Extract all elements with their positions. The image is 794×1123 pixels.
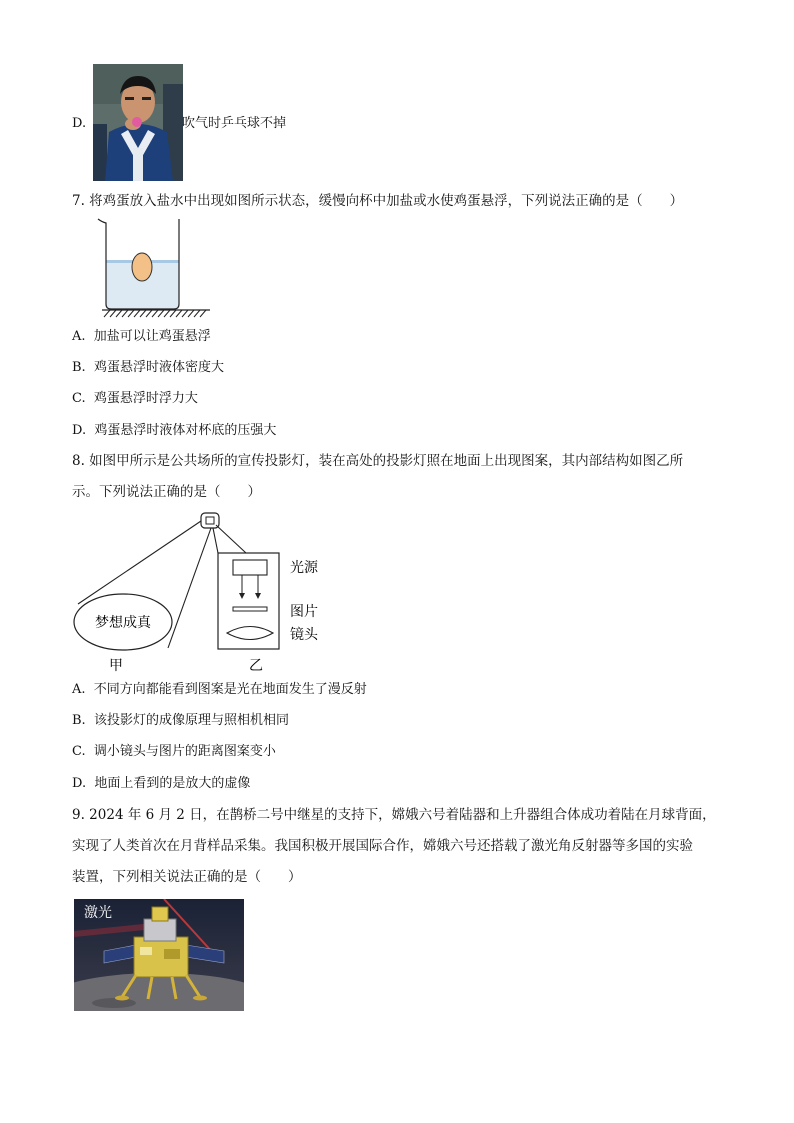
q8-option-b-text: 该投影灯的成像原理与照相机相同 [93, 713, 289, 728]
q7-option-b-text: 鸡蛋悬浮时液体密度大 [93, 360, 224, 375]
q8-option-a-text: 不同方向都能看到图案是光在地面发生了漫反射 [93, 682, 367, 697]
light-source-rect [233, 560, 267, 575]
q8-option-d [72, 774, 250, 794]
label-jia: 甲 [109, 658, 123, 674]
q9-stem-line3: 装置，下列相关说法正确的是（ ） [72, 869, 302, 885]
label-yi: 乙 [249, 658, 263, 674]
q8-option-c-letter: C. [72, 744, 86, 759]
q8-option-c [72, 742, 276, 762]
label-light-source: 光源 [290, 560, 318, 576]
q9-stem-line2: 实现了人类首次在月背样品采集。我国积极开展国际合作，嫦娥六号还搭载了激光角反射器等多国的实验 [72, 838, 693, 854]
q7-stem: 7. 将鸡蛋放入盐水中出现如图所示状态，缓慢向杯中加盐或水使鸡蛋悬浮，下列说法正确的是（ ） [72, 193, 684, 209]
q7-option-d-letter: D. [72, 423, 87, 438]
q8-option-b [72, 711, 289, 731]
projector-figure [70, 508, 340, 676]
q7-option-c-letter: C. [72, 391, 86, 406]
laser-label: 激光 [84, 905, 112, 921]
q7-option-b [72, 358, 224, 378]
q7-option-a-text: 加盐可以让鸡蛋悬浮 [93, 329, 211, 344]
beaker-egg-figure [96, 216, 216, 322]
q8-option-c-text: 调小镜头与图片的距离图案变小 [93, 744, 276, 759]
q7-option-c [72, 389, 198, 409]
q8-option-d-letter: D. [72, 776, 87, 791]
q8-option-d-text: 地面上看到的是放大的虚像 [94, 776, 251, 791]
q8-option-b-letter: B. [72, 713, 86, 728]
pattern-text: 梦想成真 [95, 615, 151, 631]
q7-option-a-letter: A. [72, 329, 86, 344]
label-lens: 镜头 [290, 627, 318, 643]
q7-option-c-text: 鸡蛋悬浮时浮力大 [93, 391, 198, 406]
q8-option-a [72, 680, 367, 700]
change6-lander-image [74, 899, 244, 1011]
q8-stem-line1: 8. 如图甲所示是公共场所的宣传投影灯，装在高处的投影灯照在地面上出现图案，其内部结构如图乙所 [72, 453, 684, 469]
picture-slide-rect [233, 607, 267, 611]
q8-option-a-letter: A. [72, 682, 86, 697]
q6-option-d-letter: D. [72, 116, 87, 131]
label-picture: 图片 [290, 604, 318, 620]
q7-option-d [72, 421, 276, 441]
q6-option-d-text: 吹气时乒乓球不掉 [182, 116, 287, 131]
q7-option-a [72, 327, 211, 347]
q8-stem-line2: 示。下列说法正确的是（ ） [72, 484, 261, 500]
lander-illustration [74, 899, 244, 1011]
q7-option-d-text: 鸡蛋悬浮时液体对杯底的压强大 [94, 423, 277, 438]
student-blowing-photo [93, 64, 183, 181]
q9-stem-line1: 9. 2024 年 6 月 2 日，在鹊桥二号中继星的支持下，嫦娥六号着陆器和上升器组合体成功着陆在月球背面， [72, 807, 716, 823]
student-photo-illustration [93, 64, 183, 181]
q7-option-b-letter: B. [72, 360, 86, 375]
